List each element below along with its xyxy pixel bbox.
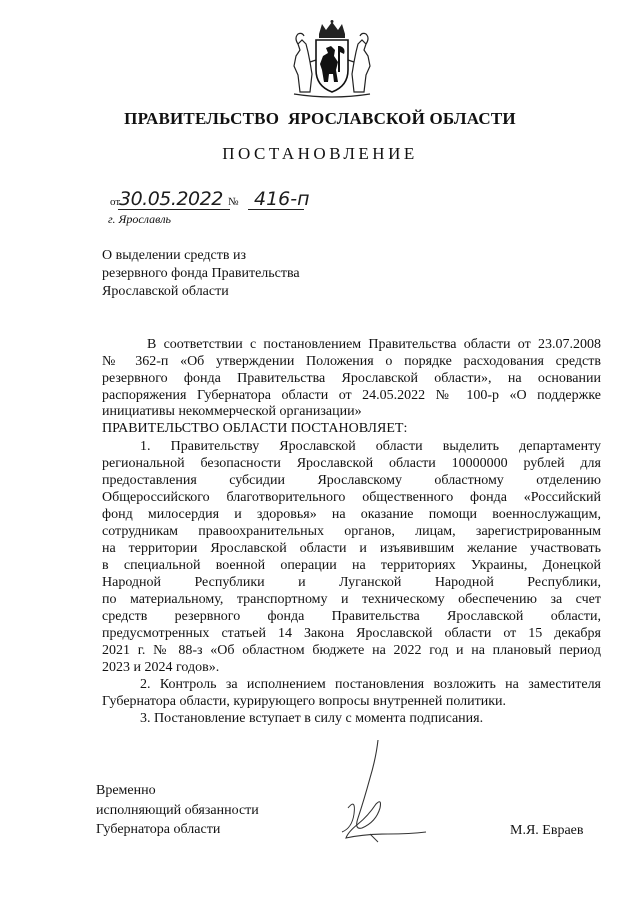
item1-line: в специальной военной операции на территориях Украины, Донецкой	[102, 558, 601, 573]
decree-heading: ПРАВИТЕЛЬСТВО ОБЛАСТИ ПОСТАНОВЛЯЕТ:	[102, 421, 408, 436]
signer-position-line: исполняющий обязанности	[96, 803, 259, 818]
item1-line: сотрудникам правоохранительных органов, лицам, зарегистрированным	[102, 524, 601, 539]
preamble-line: В соответствии с постановлением Правительства области от 23.07.2008	[147, 337, 601, 352]
signer-position-line: Временно	[96, 783, 156, 798]
date-underline	[118, 209, 230, 210]
item1-line: предоставления субсидии Ярославскому областному отделению	[102, 473, 601, 488]
city: г. Ярославль	[108, 212, 172, 226]
item1-line: 2021 г. № 88-з «Об областном бюджете на 2022 год и на плановый период	[102, 643, 601, 658]
organization-title: ПРАВИТЕЛЬСТВО ЯРОСЛАВСКОЙ ОБЛАСТИ	[124, 109, 516, 128]
subject-line: О выделении средств из	[102, 248, 246, 263]
date-prefix: от	[110, 196, 121, 208]
item1-line: предусмотренных статьей 14 Закона Ярославской области от 15 декабря	[102, 626, 601, 641]
document-number: 416-п	[254, 188, 310, 210]
number-prefix: №	[228, 196, 239, 208]
item1-line: Народной Республики и Луганской Народной Республики,	[102, 575, 601, 590]
item1-line: 2023 и 2024 годов».	[102, 660, 220, 675]
item1-line: 1. Правительству Ярославской области выделить департаменту	[140, 439, 601, 454]
preamble-line: инициативы некоммерческой организации»	[102, 404, 362, 419]
item1-line: региональной безопасности Ярославской области 10000000 рублей для	[102, 456, 601, 471]
item1-line: на территории Ярославской области и изъявившим желание участвовать	[102, 541, 601, 556]
preamble-line: резервного фонда Правительства Ярославской области», на основании	[102, 371, 601, 386]
item1-line: Общероссийского благотворительного общественного фонда «Российский	[102, 490, 601, 505]
subject-line: Ярославской области	[102, 284, 229, 299]
item2-line: Губернатора области, курирующего вопросы внутренней политики.	[102, 694, 507, 709]
handwritten-signature	[318, 738, 438, 850]
preamble-line: распоряжения Губернатора области от 24.05.2022 № 100-р «О поддержке	[102, 388, 601, 403]
number-underline	[248, 209, 304, 210]
signer-position-line: Губернатора области	[96, 822, 221, 837]
document-type: ПОСТАНОВЛЕНИЕ	[222, 144, 418, 163]
subject-line: резервного фонда Правительства	[102, 266, 300, 281]
item3-line: 3. Постановление вступает в силу с момента подписания.	[140, 711, 484, 726]
preamble-line: № 362-п «Об утверждении Положения о порядке расходования средств	[102, 354, 601, 369]
item1-line: средств резервного фонда Правительства Ярославской области,	[102, 609, 601, 624]
document-date: 30.05.2022	[119, 188, 223, 210]
item1-line: по материальному, транспортному и техническому обеспечению за счет	[102, 592, 601, 607]
item2-line: 2. Контроль за исполнением постановления возложить на заместителя	[140, 677, 601, 692]
item1-line: фонд милосердия и здоровья» на оказание помощи военнослужащим,	[102, 507, 601, 522]
signer-name: М.Я. Евраев	[510, 823, 584, 838]
coat-of-arms-emblem	[286, 20, 378, 98]
